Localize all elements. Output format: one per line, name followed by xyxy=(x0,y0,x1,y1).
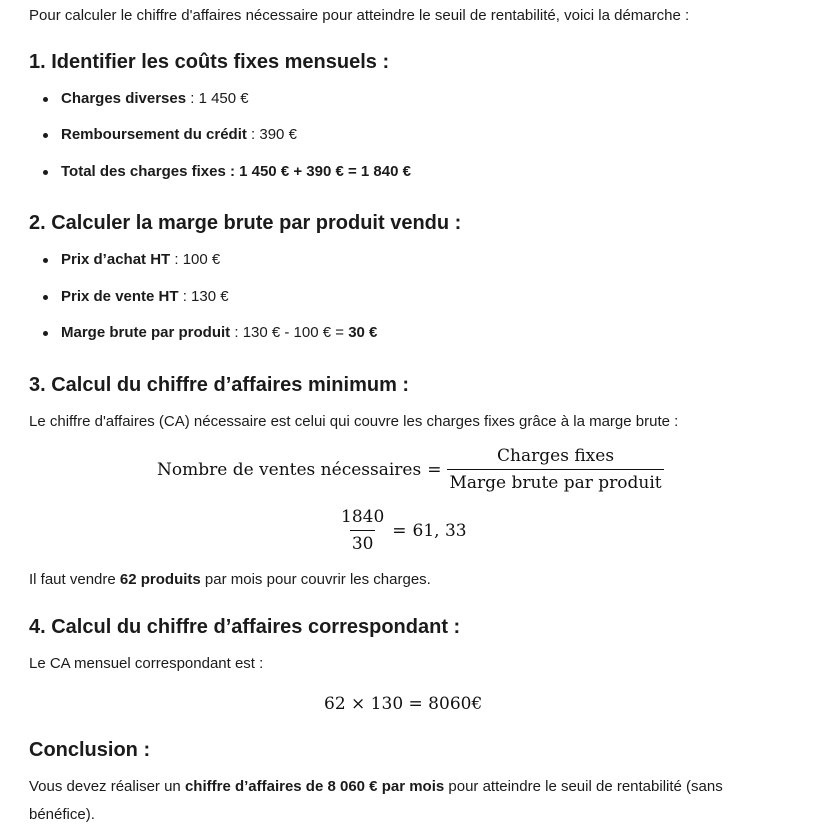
bullet-icon xyxy=(43,170,48,175)
revenue-equation: 62 × 130 = 8060€ xyxy=(324,694,483,714)
section-2-heading: 2. Calculer la marge brute par produit vendu : xyxy=(29,212,462,234)
list-item: Charges diverses : 1 450 € xyxy=(61,88,411,110)
formula-lhs: Nombre de ventes nécessaires xyxy=(157,459,422,480)
list-item: Marge brute par produit : 130 € - 100 € = 30 € xyxy=(61,322,377,344)
conclusion-text: Vous devez réaliser un chiffre d’affaires de 8 060 € par mois pour atteindre le seuil de rentabilité (sans xyxy=(29,778,723,795)
bullet-icon xyxy=(43,258,48,263)
calc-equals: = xyxy=(392,520,407,541)
formula-equals: = xyxy=(427,459,442,480)
bullet-icon xyxy=(43,97,48,102)
fixed-costs-list xyxy=(61,88,411,183)
formula-numerator: Charges fixes xyxy=(497,446,615,466)
conclusion-heading: Conclusion : xyxy=(29,739,151,761)
list-item: Remboursement du crédit : 390 € xyxy=(61,124,411,146)
calc-result: 61, 33 xyxy=(412,520,467,541)
list-item: Prix d’achat HT : 100 € xyxy=(61,249,377,271)
margin-list xyxy=(61,249,377,344)
calc-denominator: 30 xyxy=(350,530,376,554)
conclusion-text-line-2: bénéfice). xyxy=(29,806,95,823)
section-3-heading: 3. Calcul du chiffre d’affaires minimum : xyxy=(29,374,410,396)
sales-result-text: Il faut vendre 62 produits par mois pour couvrir les charges. xyxy=(29,571,431,588)
section-4-text: Le CA mensuel correspondant est : xyxy=(29,655,264,672)
section-4-heading: 4. Calcul du chiffre d’affaires correspondant : xyxy=(29,616,461,638)
list-item: Total des charges fixes : 1 450 € + 390 € = 1 840 € xyxy=(61,161,411,183)
calc-numerator: 1840 xyxy=(341,507,385,527)
section-3-text: Le chiffre d'affaires (CA) nécessaire est celui qui couvre les charges fixes grâce à la marge brute : xyxy=(29,413,679,430)
bullet-icon xyxy=(43,331,48,336)
formula-denominator: Marge brute par produit xyxy=(447,469,663,493)
calc-fraction xyxy=(339,507,386,554)
sales-calculation xyxy=(339,507,467,554)
list-item: Prix de vente HT : 130 € xyxy=(61,286,377,308)
bullet-icon xyxy=(43,295,48,300)
formula-fraction xyxy=(447,446,663,493)
sales-formula xyxy=(157,446,664,493)
section-1-heading: 1. Identifier les coûts fixes mensuels : xyxy=(29,51,390,73)
bullet-icon xyxy=(43,133,48,138)
intro-text: Pour calculer le chiffre d'affaires nécessaire pour atteindre le seuil de rentabilité, voici la démarche : xyxy=(29,7,690,24)
